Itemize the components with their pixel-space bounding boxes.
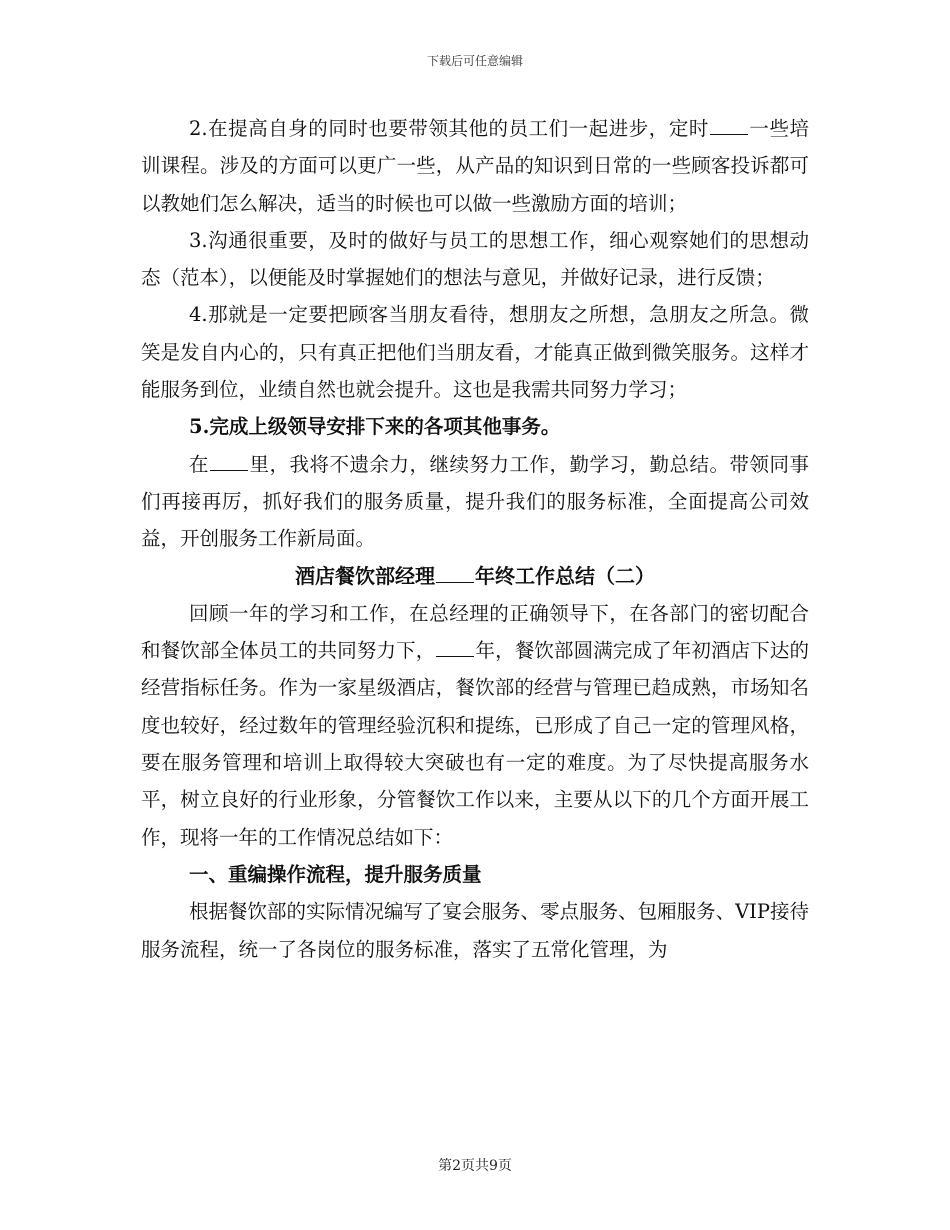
paragraph-text: 2.在提高自身的同时也要带领其他的员工们一起进步，定时 <box>189 117 709 140</box>
paragraph-review <box>141 595 809 856</box>
blank-underline <box>710 116 748 135</box>
paragraph-customers: 4.那就是一定要把顾客当朋友看待，想朋友之所想，急朋友之所急。微笑是发自内心的，只有真正把他们当朋友看，才能真正做到微笑服务。这样才能服务到位，业绩自然也就会提升。这也是我需共同努力学习； <box>141 303 809 402</box>
paragraph-text: 回顾一年的学习和工作，在总经理的正确领导下，在各部门的密切配合和餐饮部全体员工的共同努力下， <box>141 601 809 663</box>
page-footer: 第2页共9页 <box>438 1158 512 1174</box>
paragraph-communication: 3.沟通很重要，及时的做好与员工的思想工作，细心观察她们的思想动态（范本），以便能及时掌握她们的想法与意见，并做好记录，进行反馈； <box>141 228 809 290</box>
paragraph-tasks: 5.完成上级领导安排下来的各项其他事务。 <box>189 415 561 439</box>
paragraph-training <box>141 110 809 222</box>
page-header: 下载后可任意编辑 <box>426 54 523 68</box>
blank-underline <box>436 564 474 583</box>
document-body <box>141 110 809 968</box>
paragraph-text: 年，餐饮部圆满完成了年初酒店下达的经营指标任务。作为一家星级酒店，餐饮部的经营与管理已趋成熟，市场知名度也较好，经过数年的管理经验沉积和提练，已形成了自己一定的管理风格，要在服务管理和培训上取得较大突破也有一定的难度。为了尽快提高服务水平，树立良好的行业形象，分管餐饮工作以来，主要从以下的几个方面开展工作，现将一年的工作情况总结如下： <box>141 639 809 849</box>
title-text: 年终工作总结（二） <box>475 563 655 588</box>
paragraph-text: 在 <box>189 452 209 476</box>
paragraph-text: 里，我将不遗余力，继续努力工作，勤学习，勤总结。带领同事们再接再厉，抓好我们的服务质量，提升我们的服务标准，全面提高公司效益，开创服务工作新局面。 <box>141 452 809 551</box>
heading-process: 一、重编操作流程，提升服务质量 <box>189 862 482 886</box>
paragraph-text: 一些培训课程。涉及的方面可以更广一些，从产品的知识到日常的一些顾客投诉都可以教她们怎么解决，适当的时候也可以做一些激励方面的培训； <box>141 117 809 215</box>
blank-underline <box>210 452 248 471</box>
blank-underline <box>436 638 474 657</box>
section-title <box>141 558 809 595</box>
title-text: 酒店餐饮部经理 <box>295 563 435 588</box>
paragraph-process: 根据餐饮部的实际情况编写了宴会服务、零点服务、包厢服务、VIP接待服务流程，统一了各岗位的服务标准，落实了五常化管理，为 <box>141 900 809 961</box>
paragraph-resolution <box>141 446 809 558</box>
